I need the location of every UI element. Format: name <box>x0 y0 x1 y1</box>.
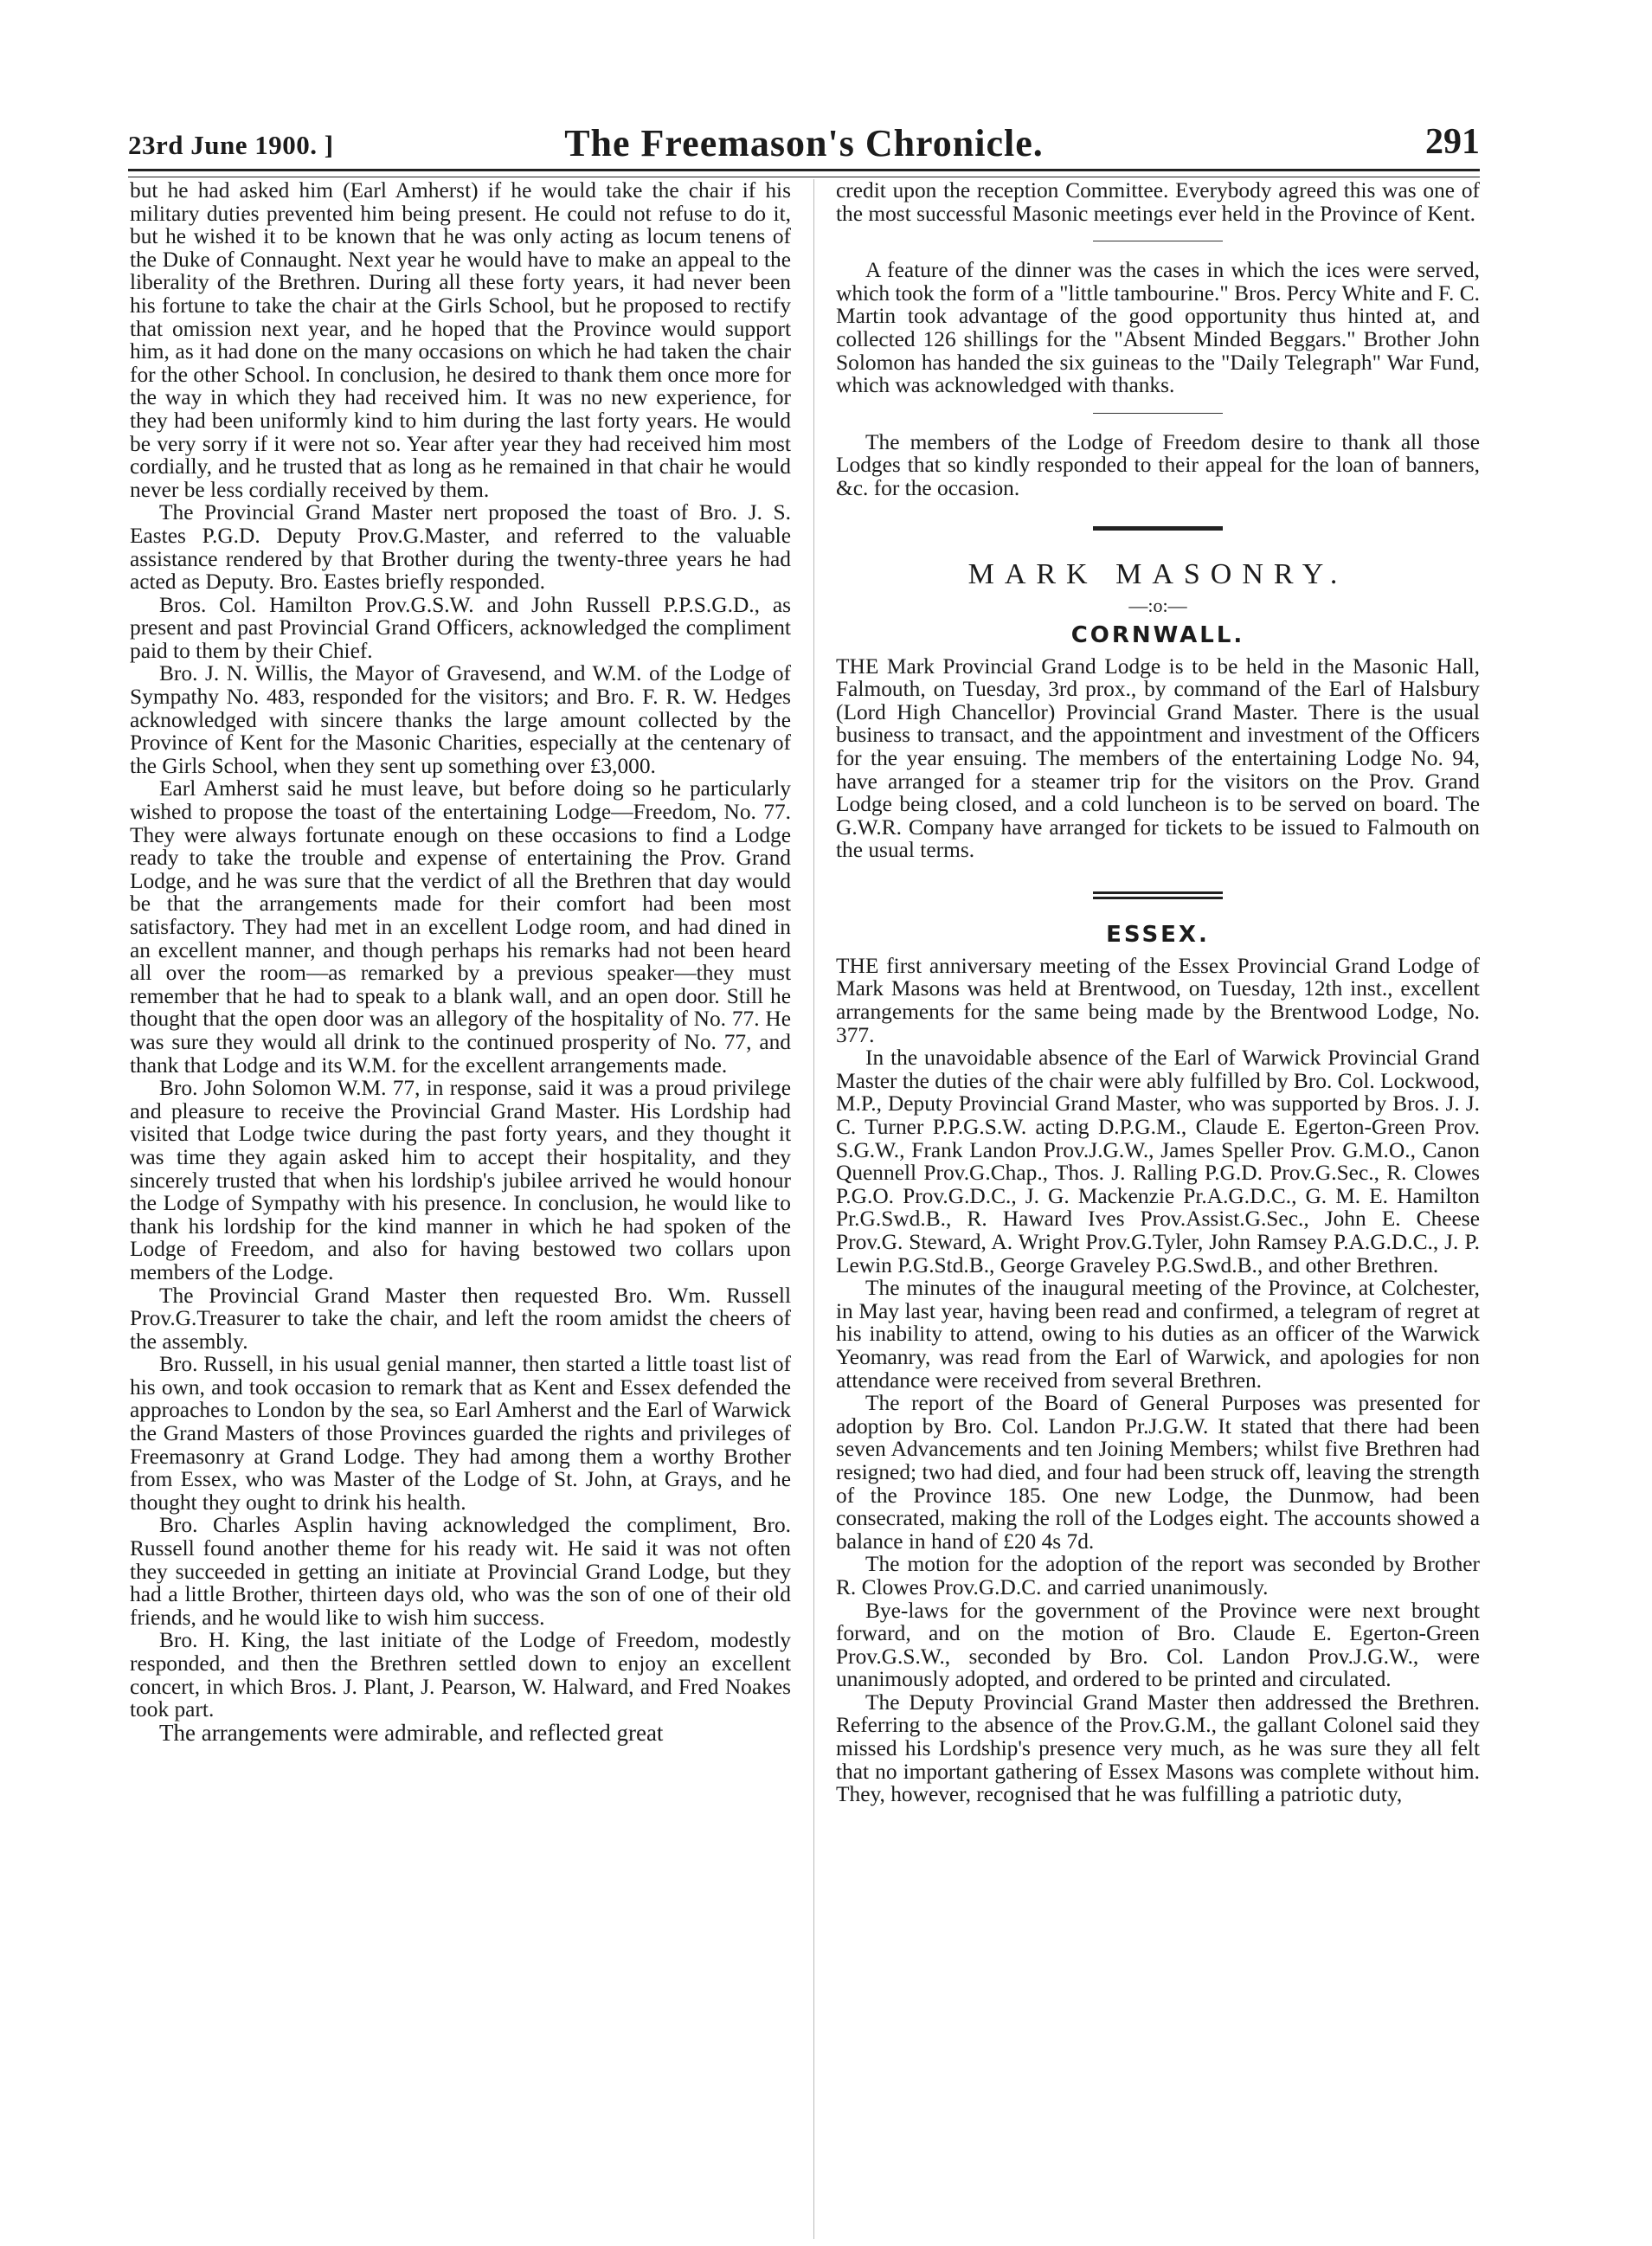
paragraph: THE Mark Provincial Grand Lodge is to be held in the Masonic Hall, Falmouth, on Tuesday, 3rd prox., by command of the Earl of Halsbury (Lord High Chancellor) Provincial Grand Master. There is the usual business to transact, and the appointment and investment of the Officers for the year ensuing. The members of the entertaining Lodge No. 94, have arranged for a steamer trip for the visitors on the Prov. Grand Lodge being closed, and a cold luncheon is to be served on board. The G.W.R. Company have arranged for tickets to be issued to Falmouth on the usual terms. <box>836 653 1480 863</box>
continuation-paragraph: credit upon the reception Committee. Everybody agreed this was one of the most successful Masonic meetings ever held in the Province of Kent. <box>836 178 1480 226</box>
paragraph: Bro. Russell, in his usual genial manner, then started a little toast list of his own, and took occasion to remark that as Kent and Essex defended the approaches to London by the sea, so Earl Amherst and the Earl of Warwick the Grand Masters of those Provinces guarded the rights and privileges of Freemasonry at Grand Lodge. They had among them a worthy Brother from Essex, who was Master of the Lodge of St. John, at Grays, and he thought they ought to drink his health. <box>130 1352 791 1515</box>
subsection-heading-cornwall: CORNWALL. <box>1070 621 1245 648</box>
separator-rule <box>1093 413 1223 414</box>
publication-title: The Freemason's Chronicle. <box>564 122 1044 164</box>
paragraph: Bye-laws for the government of the Province were next brought forward, and on the motion of Bro. Claude E. Egerton-Green Prov.G.S.W., seconded by Bro. Col. Landon Prov.J.G.W., were unanimously adopted, and ordered to be printed and circulated. <box>836 1598 1480 1692</box>
paragraph: Bro. H. King, the last initiate of the Lodge of Freedom, modestly responded, and then the Brethren settled down to enjoy an excellent concert, in which Bros. J. Plant, J. Pearson, W. Halward, and Fred Noakes took part. <box>130 1628 791 1722</box>
paragraph: The Provincial Grand Master then requested Bro. Wm. Russell Prov.G.Treasurer to take the chair, and left the room amidst the cheers of the assembly. <box>130 1283 791 1354</box>
subsection-heading-essex: ESSEX. <box>1106 921 1210 948</box>
left-column <box>130 179 791 1744</box>
paragraph: The arrangements were admirable, and reflected great <box>159 1719 664 1746</box>
paragraph: Bro. Charles Asplin having acknowledged the compliment, Bro. Russell found another theme for his ready wit. He said it was not often they succeeded in getting an initiate at Provincial Grand Lodge, but they had a little Brother, thirteen days old, who was the son of one of their old friends, and he would like to wish him success. <box>130 1513 791 1630</box>
thanks-note: The members of the Lodge of Freedom desire to thank all those Lodges that so kindly responded to their appeal for the loan of banners, &c. for the occasion. <box>836 429 1480 500</box>
header-rule <box>128 169 1480 177</box>
section-ornament: —:o:— <box>1128 594 1187 616</box>
paragraph: In the unavoidable absence of the Earl of Warwick Provincial Grand Master the duties of the chair were ably fulfilled by Bro. Col. Lockwood, M.P., Deputy Provincial Grand Master, who was supported by Bros. J. J. C. Turner P.P.G.S.W. acting D.P.G.M., Claude E. Egerton-Green Prov. S.G.W., Frank Landon Prov.J.G.W., James Speller Prov. G.M.O., Canon Quennell Prov.G.Chap., Thos. J. Ralling P.G.D. Prov.G.Sec., R. Clowes P.G.O. Prov.G.D.C., J. G. Mackenzie Pr.A.G.D.C., G. M. E. Hamilton Pr.G.Swd.B., R. Haward Ives Prov.Assist.G.Sec., John E. Cheese Prov.G. Steward, A. Wright Prov.G.Tyler, John Ramsey P.A.G.D.C., J. P. Lewin P.G.Std.B., George Graveley P.G.Swd.B., and other Brethren. <box>836 1046 1480 1277</box>
section-heading: MARK MASONRY. <box>967 557 1348 590</box>
paragraph: The report of the Board of General Purposes was presented for adoption by Bro. Col. Landon Pr.J.G.W. It stated that there had been seven Advancements and ten Joining Members; whilst five Brethren had resigned; two had died, and four had been struck off, leaving the strength of the Province 185. One new Lodge, the Dunmow, had been consecrated, making the roll of the Lodges eight. The accounts showed a balance in hand of £20 4s 7d. <box>836 1391 1480 1554</box>
dinner-note: A feature of the dinner was the cases in which the ices were served, which took the form of a "little tambourine." Bros. Percy White and F. C. Martin took advantage of the good opportunity thus hinted at, and collected 126 shillings for the "Absent Minded Beggars." Brother John Solomon has handed the six guineas to the "Daily Telegraph" War Fund, which was acknowledged with thanks. <box>836 258 1480 398</box>
page-number: 291 <box>1425 122 1480 162</box>
section-bar <box>1093 526 1223 531</box>
paragraph: THE first anniversary meeting of the Essex Provincial Grand Lodge of Mark Masons was held at Brentwood, on Tuesday, 12th inst., excellent arrangements for the same being made by the Brentwood Lodge, No. 377. <box>836 953 1480 1047</box>
paragraph: The motion for the adoption of the report was seconded by Brother R. Clowes Prov.G.D.C. and carried unanimously. <box>836 1552 1480 1599</box>
right-column <box>836 179 1480 1806</box>
paragraph: but he had asked him (Earl Amherst) if he would take the chair if his military duties prevented him being present. He could not refuse to do it, but he wished it to be known that he was only acting as locum tenens of the Duke of Connaught. Next year he would have to make an appeal to the liberality of the Brethren. During all these forty years, it had never been his fortune to take the chair at the Girls School, but he proposed to rectify that omission next year, and he hoped that the Province would support him, as it had done on the many occasions on which he had taken the chair for the other School. In conclusion, he desired to thank them once more for the way in which they had received him. It was no new experience, for they had been uniformly kind to him during the last forty years. He would be very sorry if it were not so. Year after year they had received him most cordially, and he trusted that as long as he remained in that chair he would never be less cordially received by them. <box>130 178 791 502</box>
page-header <box>128 121 1480 168</box>
paragraph: Bro. J. N. Willis, the Mayor of Gravesend, and W.M. of the Lodge of Sympathy No. 483, responded for the visitors; and Bro. F. R. W. Hedges acknowledged with sincere thanks the large amount collected by the Province of Kent for the Masonic Charities, especially at the centenary of the Girls School, when they sent up something over £3,000. <box>130 661 791 778</box>
paragraph: The minutes of the inaugural meeting of the Province, at Colchester, in May last year, having been read and confirmed, a telegram of regret at his inability to attend, owing to his duties as an officer of the Warwick Yeomanry, was read from the Earl of Warwick, and apologies for non attendance were received from several Brethren. <box>836 1276 1480 1393</box>
section-double-bar <box>1093 891 1223 894</box>
paragraph: Bros. Col. Hamilton Prov.G.S.W. and John Russell P.P.S.G.D., as present and past Provincial Grand Officers, acknowledged the compliment paid to them by their Chief. <box>130 592 791 663</box>
paragraph: The Deputy Provincial Grand Master then addressed the Brethren. Referring to the absence of the Prov.G.M., the gallant Colonel said they missed his Lordship's presence very much, as he was sure they all felt that no important gathering of Essex Masons was complete without him. They, however, recognised that he was fulfilling a patriotic duty, <box>836 1689 1480 1807</box>
column-divider <box>813 179 814 2239</box>
paragraph: Bro. John Solomon W.M. 77, in response, said it was a proud privilege and pleasure to receive the Provincial Grand Master. His Lordship had visited that Lodge twice during the past forty years, and they thought it was time they again asked him to accept their hospitality, and they sincerely trusted that when his lordship's jubilee arrived he would honour the Lodge of Sympathy with his presence. In conclusion, he would like to thank his lordship for the kind manner in which he had spoken of the Lodge of Freedom, and also for having bestowed two collars upon members of the Lodge. <box>130 1076 791 1284</box>
paragraph: Earl Amherst said he must leave, but before doing so he particularly wished to propose the toast of the entertaining Lodge—Freedom, No. 77. They were always fortunate enough on these occasions to find a Lodge ready to take the trouble and expense of entertaining the Prov. Grand Lodge, and he was sure that the verdict of all the Brethren that day would be that the arrangements made for their comfort had been most satisfactory. They had met in an excellent Lodge room, and had dined in an excellent manner, and though perhaps his remarks had not been heard all over the room—as remarked by a previous speaker—they must remember that he had to speak to a blank wall, and an open door. Still he thought that the open door was an allegory of the hospitality of No. 77. He was sure they would all drink to the continued prosperity of No. 77, and thank that Lodge and its W.M. for the excellent arrangements made. <box>130 776 791 1078</box>
issue-date: 23rd June 1900. ] <box>128 130 334 160</box>
paragraph: The Provincial Grand Master nert proposed the toast of Bro. J. S. Eastes P.G.D. Deputy Prov.G.Master, and referred to the valuable assistance rendered by that Brother during the twenty-three years he had acted as Deputy. Bro. Eastes briefly responded. <box>130 500 791 595</box>
